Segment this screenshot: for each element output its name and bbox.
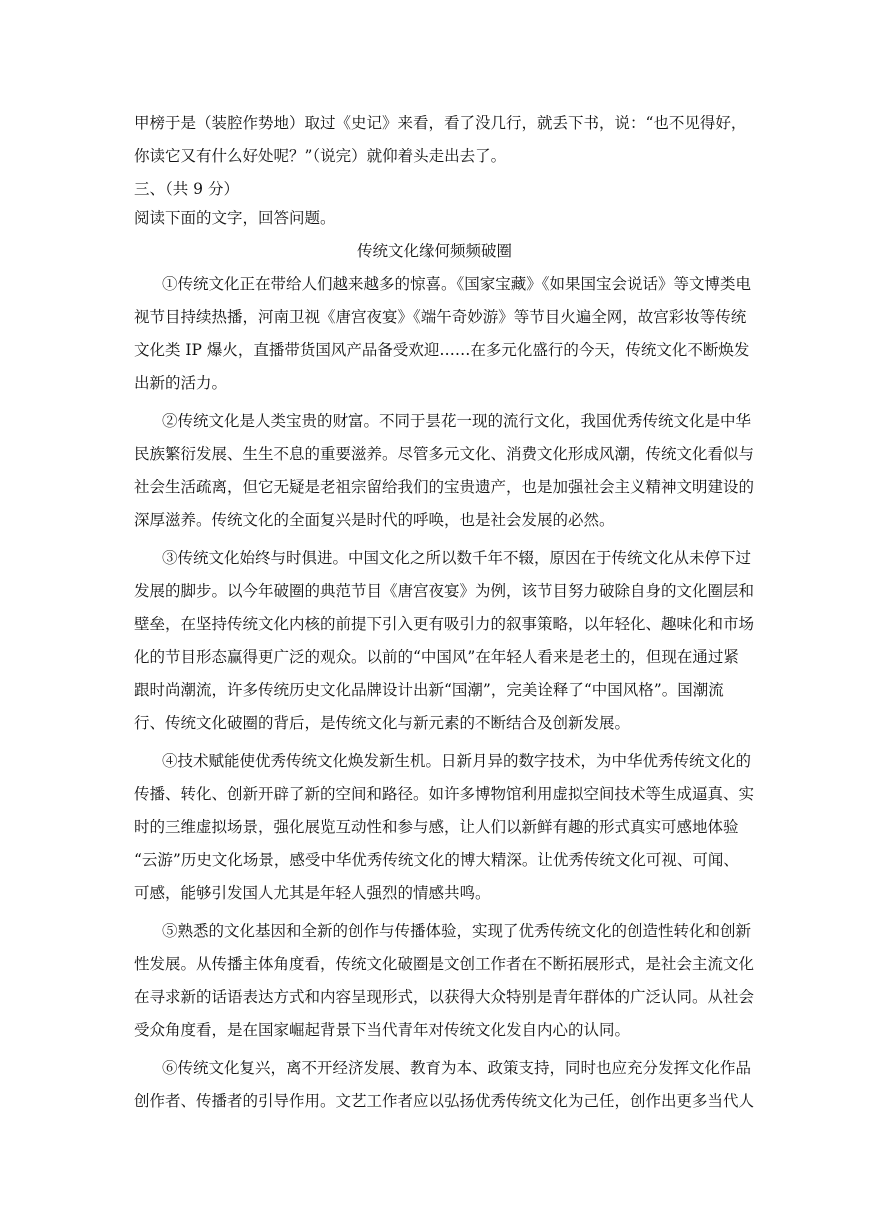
section-heading: 三、（共 9 分） <box>134 180 239 198</box>
paragraph-4-line: “云游”历史文化场景，感受中华优秀传统文化的博大精深。让优秀传统文化可视、可闻、 <box>134 851 739 869</box>
paragraph-1-line: 出新的活力。 <box>134 374 228 392</box>
paragraph-3-line: 跟时尚潮流，许多传统历史文化品牌设计出新“国潮”，完美诠释了“中国风格”。国潮流 <box>134 681 724 699</box>
paragraph-6-line: ⑥传统文化复兴，离不开经济发展、教育为本、政策支持，同时也应充分发挥文化作品 <box>162 1059 752 1077</box>
text-line: 你读它又有什么好处呢？”（说完）就仰着头走出去了。 <box>134 147 507 165</box>
paragraph-4-line: 可感，能够引发国人尤其是年轻人强烈的情感共鸣。 <box>134 884 491 902</box>
paragraph-1-line: ①传统文化正在带给人们越来越多的惊喜。《国家宝藏》《如果国宝会说话》等文博类电 <box>162 275 752 293</box>
paragraph-4-line: ④技术赋能使优秀传统文化焕发新生机。日新月异的数字技术，为中华优秀传统文化的 <box>162 752 752 770</box>
paragraph-2-line: ②传统文化是人类宝贵的财富。不同于昙花一现的流行文化，我国优秀传统文化是中华 <box>162 412 752 430</box>
instruction-text: 阅读下面的文字，回答问题。 <box>134 209 336 227</box>
paragraph-3-line: 发展的脚步。以今年破圈的典范节目《唐宫夜宴》为例，该节目努力破除自身的文化圈层和 <box>134 582 755 600</box>
article-title: 传统文化缘何频频破圈 <box>356 242 512 260</box>
paragraph-3-line: 壁垒，在坚持传统文化内核的前提下引入更有吸引力的叙事策略，以年轻化、趣味化和市场 <box>134 615 755 633</box>
paragraph-4-line: 传播、转化、创新开辟了新的空间和路径。如许多博物馆利用虚拟空间技术等生成逼真、实 <box>134 785 755 803</box>
paragraph-2-line: 民族繁衍发展、生生不息的重要滋养。尽管多元文化、消费文化形成风潮，传统文化看似与 <box>134 445 755 463</box>
text-line: 甲榜于是（装腔作势地）取过《史记》来看，看了没几行，就丢下书，说：“也不见得好， <box>134 114 747 132</box>
paragraph-1-line: 视节目持续热播，河南卫视《唐宫夜宴》《端午奇妙游》等节目火遍全网，故宫彩妆等传统 <box>134 308 747 326</box>
paragraph-5-line: 受众角度看，是在国家崛起背景下当代青年对传统文化发自内心的认同。 <box>134 1021 631 1039</box>
paragraph-1-line: 文化类 IP 爆火，直播带货国风产品备受欢迎……在多元化盛行的今天，传统文化不断焕发 <box>134 341 750 359</box>
paragraph-4-line: 时的三维虚拟场景，强化展览互动性和参与感，让人们以新鲜有趣的形式真实可感地体验 <box>134 818 739 836</box>
paragraph-3-line: ③传统文化始终与时俱进。中国文化之所以数千年不辍，原因在于传统文化从未停下过 <box>162 549 752 567</box>
paragraph-2-line: 深厚滋养。传统文化的全面复兴是时代的呼唤，也是社会发展的必然。 <box>134 511 615 529</box>
paragraph-5-line: 性发展。从传播主体角度看，传统文化破圈是文创工作者在不断拓展形式，是社会主流文化 <box>134 955 755 973</box>
paragraph-5-line: ⑤熟悉的文化基因和全新的创作与传播体验，实现了优秀传统文化的创造性转化和创新 <box>162 922 752 940</box>
paragraph-6-line: 创作者、传播者的引导作用。文艺工作者应以弘扬优秀传统文化为己任，创作出更多当代人 <box>134 1092 755 1110</box>
paragraph-3-line: 化的节目形态赢得更广泛的观众。以前的“中国风”在年轻人看来是老土的，但现在通过紧 <box>134 648 739 666</box>
paragraph-5-line: 在寻求新的话语表达方式和内容呈现形式，以获得大众特别是青年群体的广泛认同。从社会 <box>134 988 755 1006</box>
paragraph-3-line: 行、传统文化破圈的背后，是传统文化与新元素的不断结合及创新发展。 <box>134 714 631 732</box>
paragraph-2-line: 社会生活疏离，但它无疑是老祖宗留给我们的宝贵遗产，也是加强社会主义精神文明建设的 <box>134 478 755 496</box>
